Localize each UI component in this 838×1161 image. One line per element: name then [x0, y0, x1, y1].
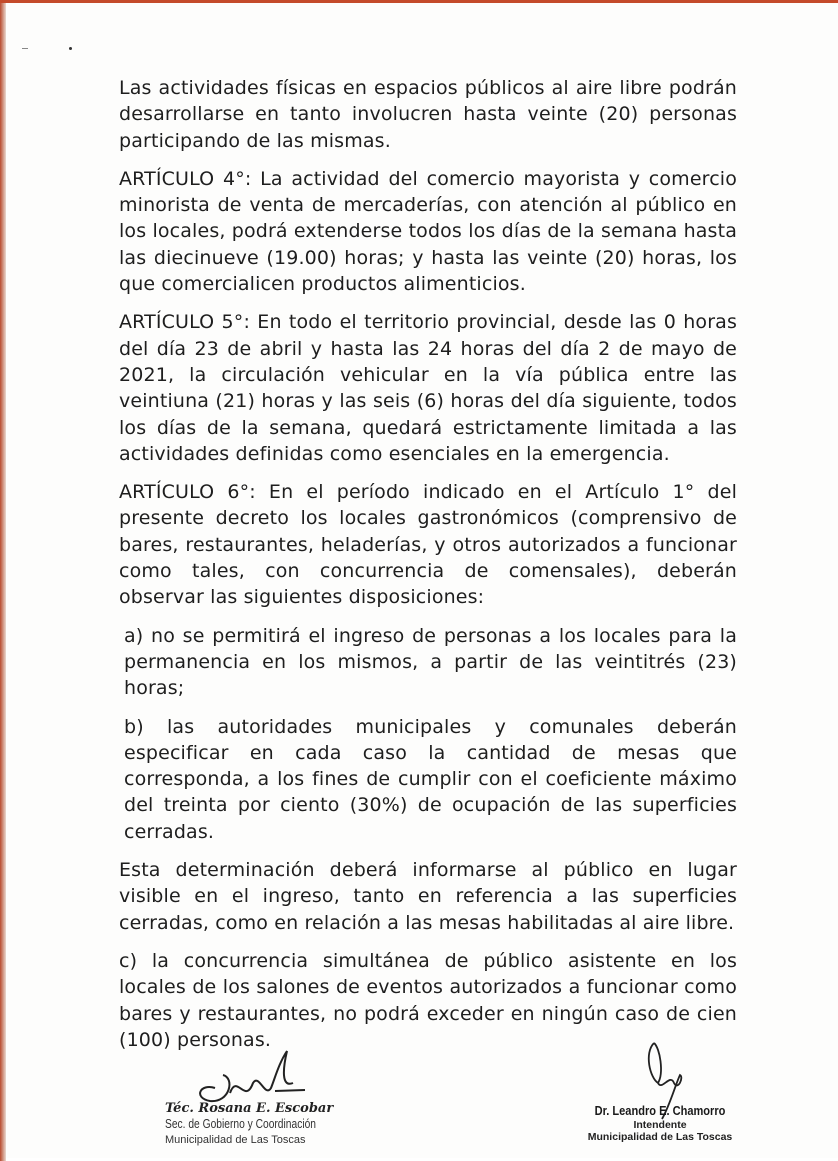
paragraph-article-6: ARTÍCULO 6°: En el período indicado en el Artículo 1° del presente decreto los locales gastronómicos (comprensivo de bares, restaurantes, heladerías, y otros autorizados a funcionar como tales, con concurrencia de comensales), deberán observar las siguientes disposiciones:	[119, 481, 737, 609]
page-edge	[0, 3, 6, 1161]
left-signature-block	[165, 1101, 375, 1146]
left-signer-title: Sec. de Gobierno y Coordinación	[165, 1117, 316, 1131]
right-signer-name: Dr. Leandro E. Chamorro	[594, 1103, 726, 1118]
left-signer-name: Téc. Rosana E. Escobar	[165, 1101, 334, 1116]
left-signer-institution: Municipalidad de Las Toscas	[165, 1134, 306, 1146]
paragraph-determination: Esta determinación deberá informarse al público en lugar visible en el ingreso, tanto en referencia a las superficies cerradas, como en relación a las mesas habilitadas al aire libre.	[119, 859, 737, 934]
right-signature-block	[565, 1103, 755, 1143]
document-body	[119, 75, 737, 1065]
paragraph-article-5: ARTÍCULO 5°: En todo el territorio provincial, desde las 0 horas del día 23 de abril y hasta las 24 horas del día 2 de mayo de 2021, la circulación vehicular en la vía pública entre las veintiuna (21) horas y las seis (6) horas del día siguiente, todos los días de la semana, quedará estrictamente limitada a las actividades definidas como esenciales en la emergencia.	[119, 311, 737, 465]
right-signer-title: Intendente	[633, 1119, 687, 1131]
paragraph-outdoor-activities: Las actividades físicas en espacios públicos al aire libre podrán desarrollarse en tanto involucren hasta veinte (20) personas participando de las mismas.	[119, 77, 737, 152]
paragraph-article-4: ARTÍCULO 4°: La actividad del comercio mayorista y comercio minorista de venta de mercaderías, con atención al público en los locales, podrá extenderse todos los días de la semana hasta las diecinueve (19.00) horas; y hasta las veinte (20) horas, los que comercialicen productos alimenticios.	[119, 167, 737, 296]
page-dot	[69, 47, 72, 50]
paragraph-item-a: a) no se permitirá el ingreso de personas a los locales para la permanencia en los mismos, a partir de las veintitrés (23) horas;	[124, 624, 737, 700]
page-mark	[22, 48, 28, 49]
paragraph-item-b: b) las autoridades municipales y comunales deberán especificar en cada caso la cantidad de mesas que corresponda, a los fines de cumplir con el coeficiente máximo del treinta por ciento (30%) de ocupación de las superficies cerradas.	[124, 715, 737, 843]
paragraph-item-c: c) la concurrencia simultánea de público asistente en los locales de los salones de eventos autorizados a funcionar como bares y restaurantes, no podrá exceder en ningún caso de cien (100) personas.	[119, 949, 737, 1051]
right-signer-institution: Municipalidad de Las Toscas	[587, 1131, 733, 1143]
